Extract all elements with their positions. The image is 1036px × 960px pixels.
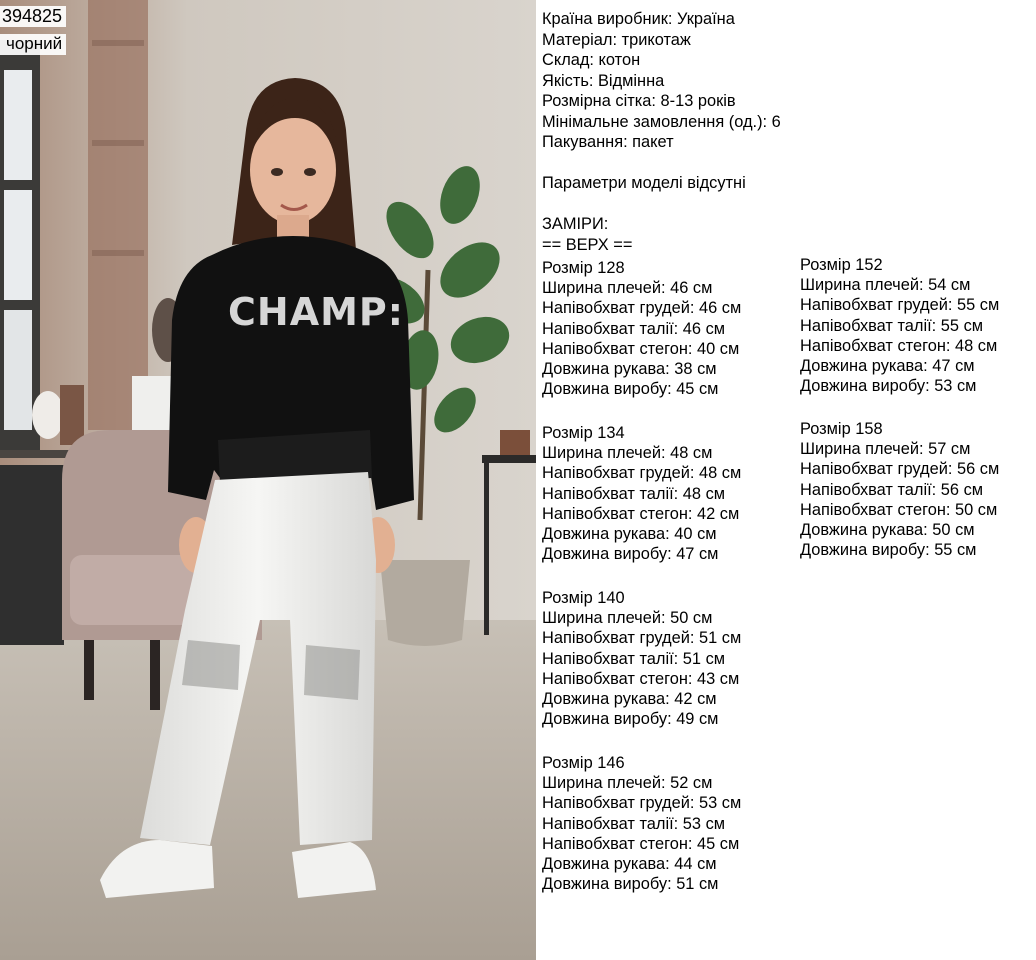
size-title: Розмір 146 bbox=[542, 754, 625, 772]
size-row: Напівобхват грудей: 55 см bbox=[800, 296, 1000, 315]
size-row: Напівобхват грудей: 53 см bbox=[542, 794, 742, 813]
size-row: Напівобхват стегон: 48 см bbox=[800, 336, 998, 355]
size-row: Довжина виробу: 49 см bbox=[542, 710, 719, 729]
size-row: Ширина плечей: 50 см bbox=[542, 609, 713, 628]
spec-country: Країна виробник: Україна bbox=[542, 10, 735, 28]
measurements-title: ЗАМІРИ: bbox=[542, 215, 609, 233]
size-row: Довжина виробу: 53 см bbox=[800, 377, 977, 396]
size-row: Напівобхват стегон: 40 см bbox=[542, 339, 740, 358]
section-top-heading: == ВЕРХ == bbox=[542, 235, 633, 254]
size-row: Напівобхват грудей: 46 см bbox=[542, 299, 742, 318]
size-block-146 bbox=[542, 753, 741, 894]
size-row: Довжина рукава: 44 см bbox=[542, 854, 717, 873]
size-row: Довжина рукава: 40 см bbox=[542, 524, 717, 543]
size-title: Розмір 152 bbox=[800, 256, 883, 274]
size-row: Довжина виробу: 45 см bbox=[542, 380, 719, 399]
size-row: Ширина плечей: 54 см bbox=[800, 276, 971, 295]
size-row: Напівобхват стегон: 43 см bbox=[542, 669, 740, 688]
model-params-note: Параметри моделі відсутні bbox=[542, 174, 746, 192]
color-label: чорний bbox=[0, 34, 66, 55]
size-row: Довжина рукава: 38 см bbox=[542, 359, 717, 378]
size-title: Розмір 134 bbox=[542, 424, 625, 442]
size-row: Напівобхват талії: 46 см bbox=[542, 319, 726, 338]
size-row: Напівобхват грудей: 51 см bbox=[542, 629, 742, 648]
size-row: Напівобхват талії: 51 см bbox=[542, 649, 726, 668]
size-row: Напівобхват талії: 53 см bbox=[542, 814, 726, 833]
size-row: Напівобхват талії: 55 см bbox=[800, 316, 984, 335]
sweatshirt-print: CHAMP: bbox=[228, 290, 404, 334]
size-row: Ширина плечей: 57 см bbox=[800, 440, 971, 459]
size-row: Довжина виробу: 55 см bbox=[800, 541, 977, 560]
size-title: Розмір 140 bbox=[542, 589, 625, 607]
size-row: Ширина плечей: 48 см bbox=[542, 444, 713, 463]
spec-size-range: Розмірна сітка: 8-13 років bbox=[542, 92, 736, 110]
size-title: Розмір 128 bbox=[542, 259, 625, 277]
spec-quality: Якість: Відмінна bbox=[542, 71, 665, 90]
size-row: Довжина рукава: 47 см bbox=[800, 356, 975, 375]
size-row: Довжина виробу: 47 см bbox=[542, 545, 719, 564]
spec-packaging: Пакування: пакет bbox=[542, 133, 674, 151]
size-row: Напівобхват талії: 48 см bbox=[542, 484, 726, 503]
size-row: Ширина плечей: 46 см bbox=[542, 279, 713, 298]
size-row: Довжина рукава: 42 см bbox=[542, 689, 717, 708]
size-row: Довжина виробу: 51 см bbox=[542, 875, 719, 894]
size-title: Розмір 158 bbox=[800, 420, 883, 438]
size-row: Напівобхват стегон: 50 см bbox=[800, 500, 998, 519]
spec-min-order: Мінімальне замовлення (од.): 6 bbox=[542, 112, 781, 131]
size-row: Напівобхват талії: 56 см bbox=[800, 480, 984, 499]
size-row: Напівобхват грудей: 48 см bbox=[542, 464, 742, 483]
spec-material: Матеріал: трикотаж bbox=[542, 30, 691, 49]
size-row: Напівобхват стегон: 42 см bbox=[542, 504, 740, 523]
size-row: Напівобхват грудей: 56 см bbox=[800, 460, 1000, 479]
size-row: Напівобхват стегон: 45 см bbox=[542, 834, 740, 853]
spec-composition: Склад: котон bbox=[542, 51, 641, 69]
size-row: Ширина плечей: 52 см bbox=[542, 774, 713, 793]
size-block-140 bbox=[542, 588, 741, 729]
product-specs bbox=[542, 9, 781, 255]
size-row: Довжина рукава: 50 см bbox=[800, 520, 975, 539]
size-block-158 bbox=[800, 419, 999, 560]
size-block-134 bbox=[542, 423, 741, 564]
size-block-128 bbox=[542, 258, 741, 399]
article-code: 394825 bbox=[0, 6, 66, 27]
size-block-152 bbox=[800, 255, 999, 396]
